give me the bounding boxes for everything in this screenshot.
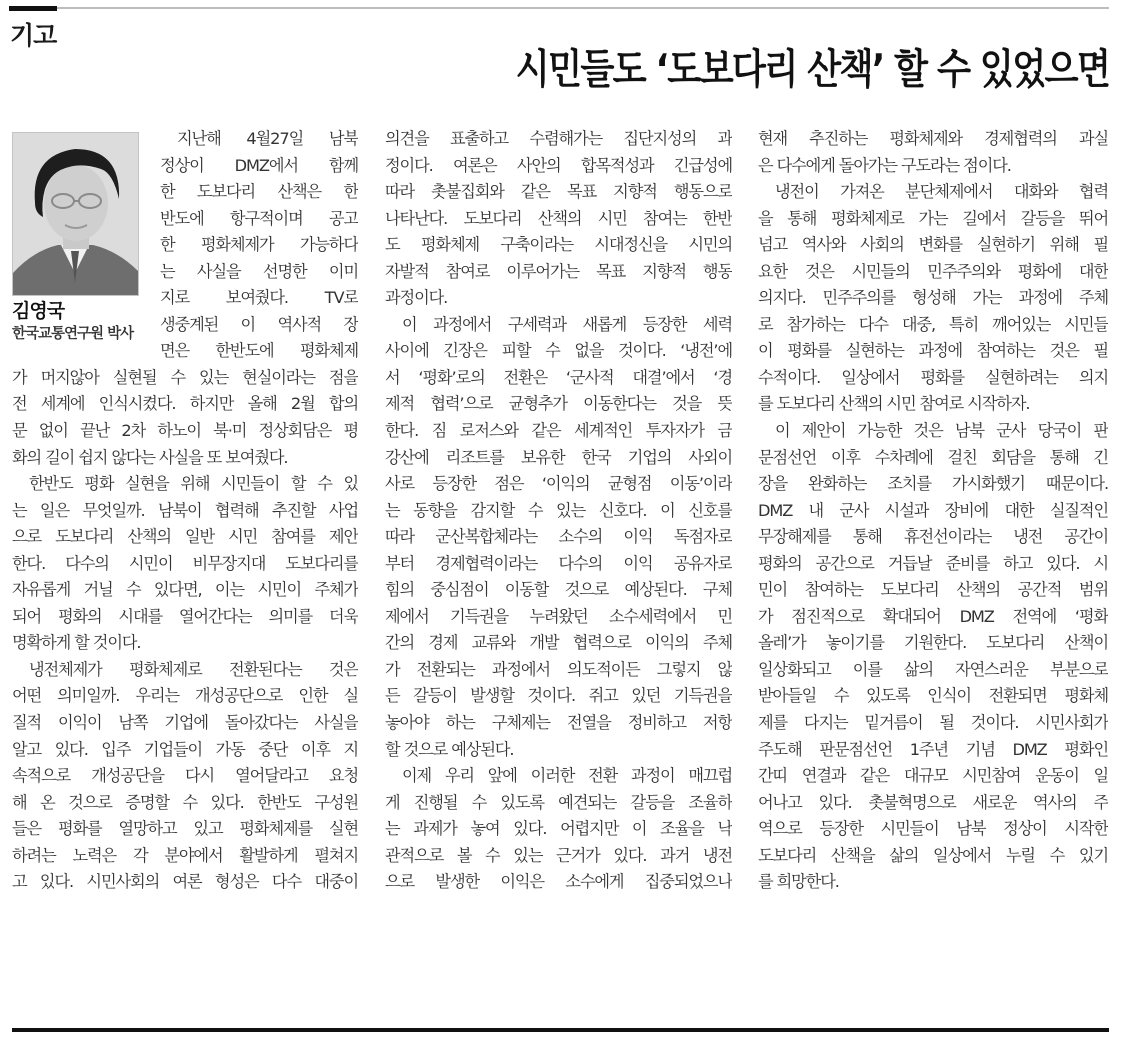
text-line: 을 통해 평화체제로 가는 길에서 갈등을 뛰어 (758, 208, 1108, 228)
text-line: 간의 경제 교류와 개발 협력으로 이익의 주체 (385, 633, 732, 653)
text-line: 가 머지않아 실현될 수 있는 현실이라는 점을 (12, 367, 358, 387)
headline: 시민들도 ‘도보다리 산책’ 할 수 있었으면 (515, 45, 1109, 93)
text-line: 사로 등장한 점은 ‘이익의 균형점 이동’이라 (385, 474, 732, 494)
text-line: 이 평화를 실현하는 과정에 참여하는 것은 필 (758, 341, 1108, 361)
text-line: 해 온 것으로 증명할 수 있다. 한반도 구성원 (12, 792, 358, 812)
text-line: 요한 것은 시민들의 민주주의와 평화에 대한 (758, 261, 1108, 281)
text-line: 부터 경제협력이라는 다수의 이익 공유자로 (385, 553, 732, 573)
author-affiliation: 한국교통연구원 박사 (12, 326, 134, 342)
text-line: 평화의 공간으로 거듭날 준비를 하고 있다. 시 (758, 553, 1108, 573)
text-line: 반도에 항구적이며 공고 (160, 208, 358, 228)
article-column-2 (385, 126, 732, 896)
text-line: 게 진행될 수 있도록 예견되는 갈등을 조율하 (385, 792, 732, 812)
text-line: 어나고 있다. 촛불혁명으로 새로운 역사의 주 (758, 792, 1108, 812)
text-line: 어떤 의미일까. 우리는 개성공단으로 인한 실 (12, 686, 358, 706)
text-line: 자유롭게 거닐 수 있다면, 이는 시민이 주체가 (12, 580, 358, 600)
text-line: 로 참가하는 다수 대중, 특히 깨어있는 시민들 (758, 314, 1108, 334)
text-line: 넘고 역사와 사회의 변화를 실현하기 위해 필 (758, 235, 1108, 255)
bottom-rule (12, 1028, 1109, 1032)
text-line: 받아들일 수 있도록 인식이 전환되면 평화체 (758, 686, 1108, 706)
section-marker-bar (9, 6, 57, 11)
text-line: 의견을 표출하고 수렴해가는 집단지성의 과 (385, 129, 732, 148)
text-line: 이 제안이 가능한 것은 남북 군사 당국이 판 (775, 421, 1108, 441)
text-line: 는 사실을 선명한 이미 (160, 261, 358, 281)
text-line: 면은 한반도에 평화체제 (160, 341, 358, 361)
text-line: 전 세계에 인식시켰다. 하지만 올해 2월 합의 (12, 394, 358, 414)
text-line: 이제 우리 앞에 이러한 전환 과정이 매끄럽 (402, 766, 732, 786)
text-line: 냉전이 가져온 분단체제에서 대화와 협력 (775, 182, 1108, 202)
text-line: 냉전체제가 평화체제로 전환된다는 것은 (29, 659, 358, 679)
text-line: 장을 완화하는 조치를 가시화했기 때문이다. (758, 474, 1108, 494)
article-column-3 (758, 126, 1108, 896)
text-line: 으로 발생한 이익은 소수에게 집중되었으나 (385, 872, 732, 892)
text-line: 제를 다지는 밑거름이 될 것이다. 시민사회가 (758, 713, 1108, 733)
text-line: 수적이다. 일상에서 평화를 실현하려는 의지 (758, 367, 1108, 387)
text-line: 정이다. 여론은 사안의 합목적성과 긴급성에 (385, 155, 732, 175)
text-line: 질적 이익이 남쪽 기업에 돌아갔다는 사실을 (12, 713, 358, 733)
text-line: 한반도 평화 실현을 위해 시민들이 할 수 있 (29, 474, 358, 494)
section-label: 기고 (10, 21, 57, 50)
text-line: 한다. 다수의 시민이 비무장지대 도보다리를 (12, 553, 358, 573)
text-line: 지로 보여줬다. TV로 (160, 288, 358, 308)
text-line: 으로 도보다리 산책의 일반 시민 참여를 제안 (12, 527, 358, 547)
text-line: 명확하게 할 것이다. (12, 633, 141, 653)
text-line: 제적 협력’으로 균형추가 이동한다는 것을 뜻 (385, 394, 732, 414)
text-line: 의지다. 민주주의를 형성해 가는 과정에 주체 (758, 288, 1108, 308)
text-line: 도보다리 산책을 삶의 일상에서 누릴 수 있기 (758, 845, 1108, 865)
text-line: 문 없이 끝난 2차 하노이 북·미 정상회담은 평 (12, 421, 358, 441)
text-line: 힘의 중심점이 이동할 것으로 예상된다. 구체 (385, 580, 732, 600)
text-line: 이 과정에서 구세력과 새롭게 등장한 세력 (402, 314, 732, 334)
text-line: 문점선언 이후 수차례에 걸친 회담을 통해 긴 (758, 447, 1108, 467)
text-line: 되어 평화의 시대를 열어간다는 의미를 더욱 (12, 606, 358, 626)
text-line: 한다. 짐 로저스와 같은 세계적인 투자자가 금 (385, 421, 732, 441)
text-line: 를 희망한다. (758, 872, 839, 892)
text-line: 는 동향을 감지할 수 있는 신호다. 이 신호를 (385, 500, 732, 520)
text-line: 현재 추진하는 평화체제와 경제협력의 과실 (758, 129, 1108, 148)
text-line: 고 있다. 시민사회의 여론 형성은 다수 대중이 (12, 872, 358, 892)
text-line: 놓아야 하는 구체제는 전열을 정비하고 저항 (385, 713, 732, 733)
author-name: 김영국 (12, 300, 65, 322)
text-line: 든 갈등이 발생할 것이다. 쥐고 있던 기득권을 (385, 686, 732, 706)
text-line: 할 것으로 예상된다. (385, 739, 514, 759)
text-line: 가 점진적으로 확대되어 DMZ 전역에 ‘평화 (758, 606, 1108, 626)
text-line: 올레’가 놓이기를 기원한다. 도보다리 산책이 (758, 633, 1108, 653)
text-line: DMZ 내 군사 시설과 장비에 대한 실질적인 (758, 500, 1108, 520)
text-line: 사이에 긴장은 피할 수 없을 것이다. ‘냉전’에 (385, 341, 732, 361)
text-line: 속적으로 개성공단을 다시 열어달라고 요청 (12, 766, 358, 786)
text-line: 무장해제를 통해 휴전선이라는 냉전 공간이 (758, 527, 1108, 547)
text-line: 일상화되고 이를 삶의 자연스러운 부분으로 (758, 659, 1108, 679)
text-line: 정상이 DMZ에서 함께 (160, 155, 358, 175)
text-line: 따라 촛불집회와 같은 목표 지향적 행동으로 (385, 182, 732, 202)
text-line: 제에서 기득권을 누려왔던 소수세력에서 민 (385, 606, 732, 626)
text-line: 가 전환되는 과정에서 의도적이든 그렇지 않 (385, 659, 732, 679)
text-line: 도 평화체제 구축이라는 시대정신을 시민의 (385, 235, 732, 255)
text-line: 하려는 노력은 각 분야에서 활발하게 펼쳐지 (12, 845, 358, 865)
text-line: 과정이다. (385, 288, 448, 308)
text-line: 서 ‘평화’로의 전환은 ‘군사적 대결’에서 ‘경 (385, 367, 732, 387)
text-line: 역으로 등장한 시민들이 남북 정상이 시작한 (758, 819, 1108, 839)
text-line: 는 일은 무엇일까. 남북이 협력해 추진할 사업 (12, 500, 358, 520)
text-line: 간띠 연결과 같은 대규모 시민참여 운동이 일 (758, 766, 1108, 786)
text-line: 은 다수에게 돌아가는 구도라는 점이다. (758, 155, 1011, 175)
text-line: 알고 있다. 입주 기업들이 가동 중단 이후 지 (12, 739, 358, 759)
text-line: 한 도보다리 산책은 한 (160, 182, 358, 202)
text-line: 강산에 리조트를 보유한 한국 기업의 사외이 (385, 447, 732, 467)
text-line: 자발적 참여로 이루어가는 목표 지향적 행동 (385, 261, 732, 281)
text-line: 주도해 판문점선언 1주년 기념 DMZ 평화인 (758, 739, 1108, 759)
text-line: 한 평화체제가 가능하다 (160, 235, 358, 255)
text-line: 지난해 4월27일 남북 (177, 129, 358, 148)
text-line: 민이 참여하는 도보다리 산책의 공간적 범위 (758, 580, 1108, 600)
article-column-1 (12, 126, 358, 896)
text-line: 는 과제가 놓여 있다. 어렵지만 이 조율을 낙 (385, 819, 732, 839)
text-line: 관적으로 볼 수 있는 근거가 있다. 과거 냉전 (385, 845, 732, 865)
text-line: 들은 평화를 열망하고 있고 평화체제를 실현 (12, 819, 358, 839)
text-line: 나타난다. 도보다리 산책의 시민 참여는 한반 (385, 208, 732, 228)
text-line: 화의 길이 쉽지 않다는 사실을 또 보여줬다. (12, 447, 288, 467)
text-line: 를 도보다리 산책의 시민 참여로 시작하자. (758, 394, 1030, 414)
text-line: 생중계된 이 역사적 장 (160, 314, 358, 334)
text-line: 따라 군산복합체라는 소수의 이익 독점자로 (385, 527, 732, 547)
top-rule (9, 7, 1109, 9)
